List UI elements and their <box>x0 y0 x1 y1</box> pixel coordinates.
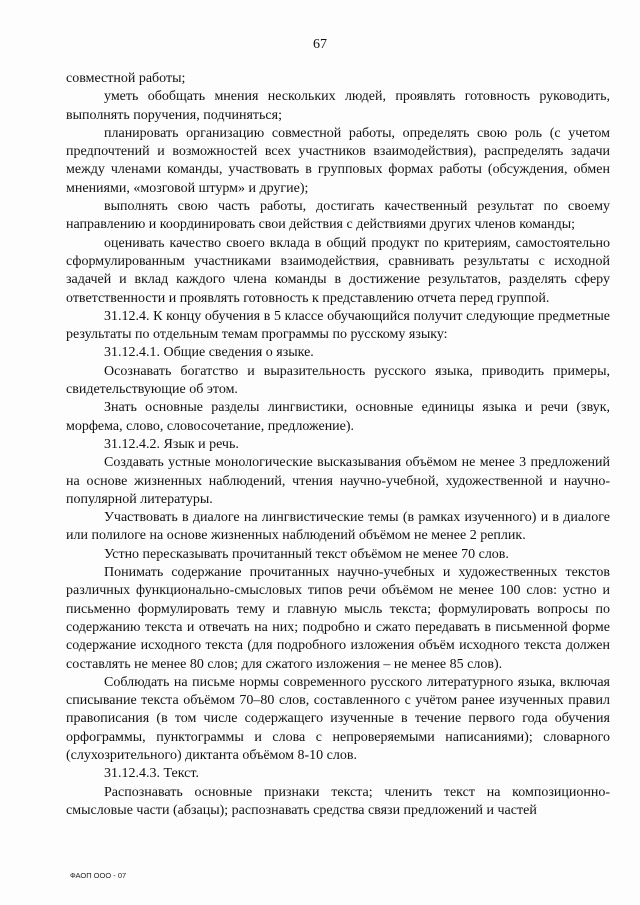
paragraph: Участвовать в диалоге на лингвистические темы (в рамках изученного) и в диалоге или полилоге на основе жизненных наблюдений объёмом не менее 2 реплик. <box>66 510 610 544</box>
page-footer: ФАОП ООО - 07 <box>70 871 127 880</box>
paragraph: Распознавать основные признаки текста; членить текст на композиционно-смысловые части (абзацы); распознавать средства связи предложений и частей <box>66 784 610 818</box>
subsection-heading: 31.12.4.2. Язык и речь. <box>104 436 239 452</box>
subsection-heading: 31.12.4.3. Текст. <box>104 766 199 782</box>
paragraph: уметь обобщать мнения нескольких людей, проявлять готовность руководить, выполнять поручения, подчиняться; <box>66 89 610 123</box>
paragraph: оценивать качество своего вклада в общий продукт по критериям, самостоятельно сформулированным участниками взаимодействия, сравнивать результаты с исходной задачей и вклад каждого члена команды в достижение результатов, разделять сферу ответственности и проявлять готовность к представлению отчета перед группой. <box>66 235 610 306</box>
paragraph: Устно пересказывать прочитанный текст объёмом не менее 70 слов. <box>104 546 509 562</box>
paragraph: Понимать содержание прочитанных научно-учебных и художественных текстов различных функционально-смысловых типов речи объёмом не менее 100 слов: устно и письменно формулировать тему и главную мысль текста; формулировать вопросы по содержанию текста и отвечать на них; подробно и сжато передавать в письменной форме содержание исходного текста (для подробного изложения объём исходного текста должен составлять не менее 80 слов; для сжатого изложения – не менее 85 слов). <box>66 565 610 672</box>
paragraph: Знать основные разделы лингвистики, основные единицы языка и речи (звук, морфема, слово, словосочетание, предложение). <box>66 400 610 434</box>
paragraph: Осознавать богатство и выразительность русского языка, приводить примеры, свидетельствующие об этом. <box>66 363 610 398</box>
page-number: 67 <box>313 37 327 52</box>
paragraph: Создавать устные монологические высказывания объёмом не менее 3 предложений на основе жизненных наблюдений, чтения научно-учебной, художественной и научно-популярной литературы. <box>66 455 610 507</box>
paragraph: выполнять свою часть работы, достигать качественный результат по своему направлению и координировать свои действия с действиями других членов команды; <box>66 199 610 233</box>
subsection-heading: 31.12.4.1. Общие сведения о языке. <box>104 345 314 361</box>
paragraph: Соблюдать на письме нормы современного русского литературного языка, включая списывание текста объёмом 70–80 слов, составленного с учётом ранее изученных правил правописания (в том числе содержащего изученные в течение первого года обучения орфограммы, пунктограммы и слова с непроверяемыми написаниями); словарного (слухозрительного) диктанта объёмом 8-10 слов. <box>66 674 610 763</box>
paragraph: совместной работы; <box>66 71 186 86</box>
document-body <box>66 70 610 820</box>
paragraph: планировать организацию совместной работы, определять свою роль (с учетом предпочтений и возможностей всех участников взаимодействия), распределять задачи между членами команды, участвовать в групповых формах работы (обсуждения, обмен мнениями, «мозговой штурм» и другие); <box>66 125 610 196</box>
section-heading: 31.12.4. К концу обучения в 5 классе обучающийся получит следующие предметные результаты по отдельным темам программы по русскому языку: <box>66 308 610 343</box>
